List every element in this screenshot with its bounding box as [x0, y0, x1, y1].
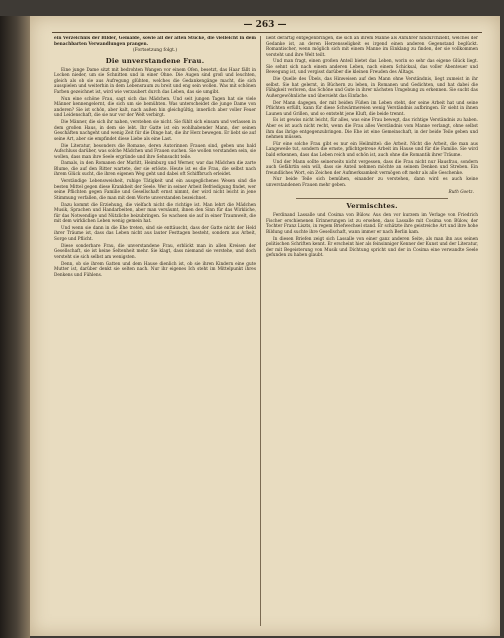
- article-paragraph: Die Quelle des Übels, das Hinweisen auf den Mann ohne Verständnis, liegt zumeist in ihr selbst. Sie hat gelernt, in Büchern zu leben, in Romanen und Gedichten, und hat dabei die Fähigkeit verloren, das Schöne und Gute in ihrer nächsten Umgebung zu erkennen. Sie sucht das Außergewöhnliche und übersieht das Einfache.: [266, 77, 478, 99]
- article-paragraph: Es ist gewiss nicht leicht, für alles, was eine Frau bewegt, das richtige Verständnis zu haben. Aber es ist auch nicht recht, wenn die Frau alles Verständnis vom Manne verlangt, ohne selbst ihm das ihrige entgegenzubringen. Die Ehe ist eine Gemeinschaft, in der beide Teile geben und nehmen müssen.: [266, 118, 478, 141]
- section-title: Vermischtes.: [346, 202, 398, 211]
- page-number: — 263 —: [243, 20, 287, 30]
- article-paragraph: Eine junge Dame sitzt mit bedrohten Wangen vor einem Ofen, besetzt, das Haar fällt in Locken nieder, um sie Schnitten und in einer Ohne. Die Augen sind groß und leuchten, gleich als ob sie aus Aufregung glühten, welches die Gedankengänge macht, die sich ausspielen und weiterhin in dem Lebensraum zu breit und eng sein wollen. Was mit schönen Farben gezeichnet ist, wird wie verzaubert durch das Leben, das sie umgibt.: [54, 67, 256, 96]
- article-paragraph: Nun eine schöne Frau, sagt sich das Mädchen. Und seit jungen Tagen hat sie viele Männer kennengelernt, die sich um sie bemühten. Was unterscheidet die junge Dame von anderen? Sie ist schön, aber kalt, nach außen hin gleichgültig, innerlich aber voller Feuer und Leidenschaft, die sie nur vor der Welt verbirgt.: [54, 96, 256, 119]
- article-signature: Ruth Goetz.: [448, 189, 474, 195]
- article-paragraph: Die Literatur, besonders die Romane, deren Autorinnen Frauen sind, geben uns bald Aufschluss darüber, was solche Mädchen und Frauen suchen. Sie wollen verstanden sein, sie wollen, dass man ihre Seele ergründe und ihre Sehnsucht teile.: [54, 143, 256, 160]
- article-paragraph: liebt derartig entgegenbringen, die sich an ihrem Manne als Anführer hindurchzieht, welches der Gedanke ist, an deren Herzensseligkeit es irgend einen anderen Gegenstand beglückt. Romantischer, wenn möglich sich mit einem Manne im Einklang zu finden, der sie vollkommen versteht und ihre Welt teilt.: [266, 36, 478, 58]
- misc-paragraph: Ferdinand Lassalle und Cosima von Bülow. Aus den vor kurzem im Verlage von Friedrich Fischer erschienenen Erinnerungen ist zu ersehen, dass Lassalle mit Cosima von Bülow, der Tochter Franz Liszts, in regem Briefwechsel stand. Er schätzte ihre geistreiche Art und ihre hohe Bildung und suchte ihre Gesellschaft, wann immer er nach Berlin kam.: [266, 213, 478, 235]
- article-title: Die unverstandene Frau.: [105, 56, 205, 65]
- left-column: [54, 36, 256, 628]
- misc-paragraph: In diesen Briefen zeigt sich Lassalle von einer ganz anderen Seite, als man ihn aus seinen politischen Schriften kennt. Er erscheint hier als feinsinniger Kenner der Kunst und der Literatur, der mit Begeisterung von Musik und Dichtung spricht und der in Cosima eine verwandte Seele gefunden zu haben glaubt.: [266, 236, 478, 259]
- article-paragraph: Dazu kommt die Erziehung, die vielfach nicht die richtige ist. Man lehrt die Mädchen Musik, Sprachen und Handarbeiten, aber man versäumt, ihnen den Sinn für das Wirkliche, für das Notwendige und Nützliche beizubringen. So wachsen sie auf in einer Traumwelt, die mit dem wirklichen Leben wenig gemein hat.: [54, 202, 256, 225]
- article-paragraph: Die Männer, die sich ihr nahen, verstehen sie nicht. Sie fühlt sich einsam und verlassen in dem großen Haus, in dem sie lebt. Ihr Gatte ist ein wohlhabender Mann, der seinen Geschäften nachgeht und wenig Zeit für die Dinge hat, die ihr Herz bewegen. Er liebt sie auf seine Art, aber sie empfindet diese Liebe als eine Last.: [54, 120, 256, 142]
- article-paragraph: Für eine solche Frau gibt es nur ein Heilmittel: die Arbeit. Nicht die Arbeit, die man aus Langeweile tut, sondern die ernste, pflichtgetreue Arbeit im Hause und für die Familie. Sie wird bald erkennen, dass das Leben reich und schön ist, auch ohne die Romantik ihrer Träume.: [266, 141, 478, 158]
- header-rule: [52, 32, 482, 33]
- article-paragraph: Damals, in den Romanen der Marlitt, Heimburg und Werner, war das Mädchen die zarte Blume, die auf den Ritter wartete, der sie erlöste. Heute ist es die Frau, die selbst nach ihrem Glück sucht, die ihren eigenen Weg geht und dabei oft Schiffbruch erleidet.: [54, 161, 256, 178]
- newspaper-page: [30, 16, 500, 636]
- article-paragraph: Denn, ob sie ihrem Gatten und dem Hause dienlich ist, ob sie ihren Kindern eine gute Mutter ist, darüber denkt sie selten nach. Nur ihr eigenes Ich steht im Mittelpunkt ihres Denkens und Fühlens.: [54, 261, 256, 278]
- book-binding: [0, 16, 30, 638]
- article-paragraph: Der Mann dagegen, der mit beiden Füßen im Leben steht, der seine Arbeit hat und seine Pflichten erfüllt, kann für diese Schwärmereien wenig Verständnis aufbringen. Er sieht in ihnen Launen und Grillen, und so entsteht jene Kluft, die beide trennt.: [266, 100, 478, 117]
- article-paragraph: Und der Mann sollte seinerseits nicht vergessen, dass die Frau nicht nur Hausfrau, sondern auch Gefährtin sein will, dass sie Anteil nehmen möchte an seinem Denken und Streben. Ein freundliches Wort, ein Zeichen der Aufmerksamkeit vermögen oft mehr als alle Geschenke.: [266, 159, 478, 176]
- article-paragraph: Nur beide Teile sich bemühen, einander zu verstehen, dann wird es auch keine unverstandenen Frauen mehr geben.: [266, 177, 478, 188]
- continuation-note: (Fortsetzung folgt.): [132, 48, 178, 54]
- article-paragraph: Verständige Lebensweisheit, ruhige Tätigkeit und ein ausgeglichenes Wesen sind die besten Mittel gegen diese Krankheit der Seele. Wer in seiner Arbeit Befriedigung findet, wer seine Pflichten gegen Familie und Gesellschaft ernst nimmt, der wird nicht leicht in jene Stimmung verfallen, die man mit dem Worte unverstanden bezeichnet.: [54, 179, 256, 201]
- article-paragraph: Und wenn sie dann in die Ehe treten, sind sie enttäuscht, dass der Gatte nicht der Held ihrer Träume ist, dass das Leben nicht aus lauter Festtagen besteht, sondern aus Arbeit, Sorge und Pflicht.: [54, 225, 256, 242]
- right-column: [266, 36, 478, 628]
- column-divider: [260, 36, 261, 626]
- article-paragraph: Diese sonderbare Frau, die unverstandene Frau, erblickt man in allen Kreisen der Gesellschaft, sie ist keine Seltenheit mehr. Sie klagt, dass niemand sie verstehe, und doch versteht sie sich selbst am wenigsten.: [54, 243, 256, 260]
- section-divider: [296, 198, 448, 199]
- article-paragraph: Und man fragt, einen großen Anteil bietet das Leben, worin so sehr das eigene Glück liegt. Sie sehnt sich nach einem anderen Leben, nach einem Schicksal, das voller Abenteuer und Bewegung ist, und vergisst darüber die kleinen Freuden des Alltags.: [266, 59, 478, 76]
- intro-text: ein Verzeichnis der Bilder, Gemälde, sowie all der alten Stücke, die vielleicht in dem benachbarten Verwandlungen prangen.: [54, 36, 256, 47]
